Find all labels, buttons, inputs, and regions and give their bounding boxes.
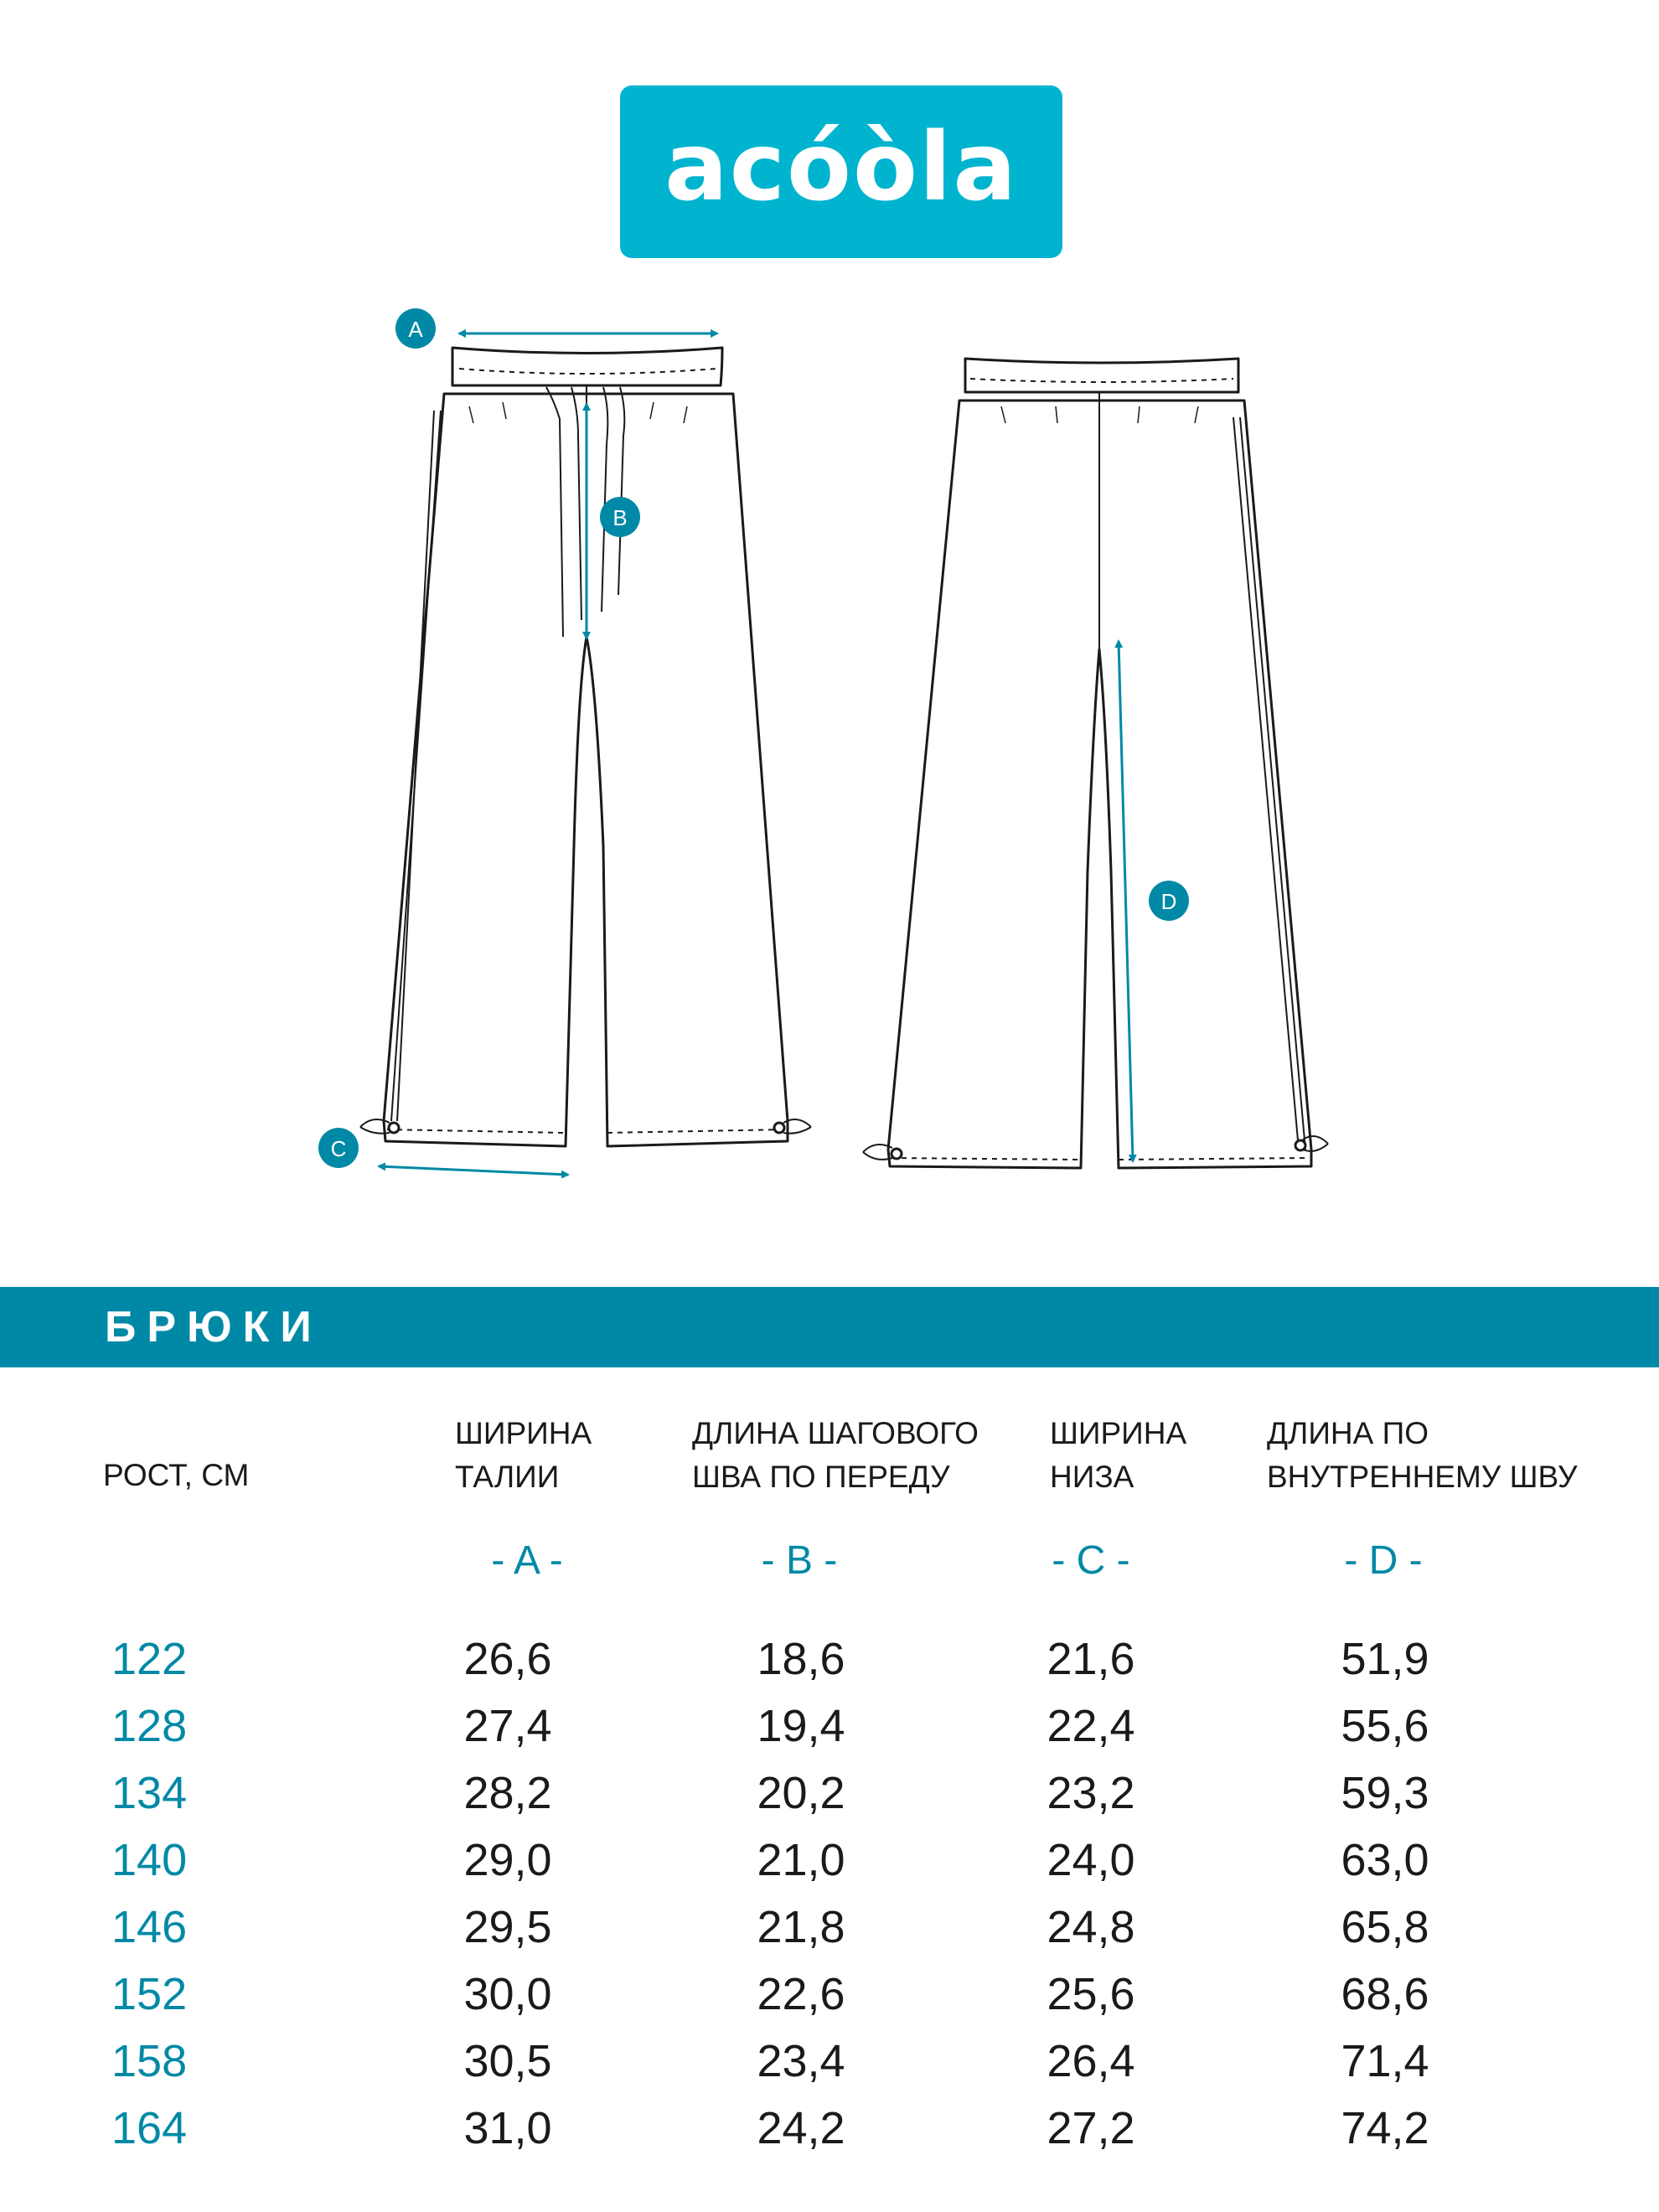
table-cell: 21,6 — [1047, 1634, 1135, 1684]
column-header-b: ДЛИНА ШАГОВОГО ШВА ПО ПЕРЕДУ — [692, 1416, 979, 1494]
table-cell: 55,6 — [1341, 1701, 1429, 1751]
marker-b — [600, 497, 640, 537]
table-cell: 24,2 — [757, 2103, 845, 2153]
column-letter-b: - B - — [761, 1538, 838, 1583]
brand-logo-text: acóòla — [664, 113, 1018, 222]
table-cell: 31,0 — [463, 2103, 552, 2153]
table-cell: 26,4 — [1047, 2036, 1135, 2086]
column-letter-c: - C - — [1052, 1538, 1130, 1583]
table-cell: 20,2 — [757, 1768, 845, 1818]
table-cell: 22,4 — [1047, 1701, 1135, 1751]
table-row-size: 146 — [111, 1902, 188, 1952]
table-cell: 29,5 — [463, 1902, 552, 1952]
table-cell: 19,4 — [757, 1701, 845, 1751]
column-header-d: ДЛИНА ПО ВНУТРЕННЕМУ ШВУ — [1267, 1416, 1578, 1494]
table-cell: 24,0 — [1047, 1835, 1135, 1885]
table-row-size: 134 — [111, 1768, 188, 1818]
size-column-header: РОСТ, СМ — [103, 1458, 250, 1492]
table-cell: 23,2 — [1047, 1768, 1135, 1818]
table-cell: 25,6 — [1047, 1969, 1135, 2019]
marker-a — [395, 308, 436, 349]
table-row-size: 122 — [111, 1634, 188, 1684]
marker-a-label: A — [408, 317, 423, 342]
table-cell: 22,6 — [757, 1969, 845, 2019]
column-header-a: ШИРИНА ТАЛИИ — [455, 1416, 592, 1494]
table-cell: 26,6 — [463, 1634, 552, 1684]
marker-b-label: B — [612, 505, 628, 530]
table-cell: 30,5 — [463, 2036, 552, 2086]
table-row-size: 140 — [111, 1835, 188, 1885]
marker-d-label: D — [1160, 889, 1177, 914]
product-title-band — [0, 1287, 1659, 1367]
marker-c-label: C — [330, 1136, 347, 1161]
table-row-size: 128 — [111, 1701, 188, 1751]
measure-c-line — [379, 1166, 568, 1175]
back-view-drawing — [863, 359, 1328, 1168]
column-letter-a: - A - — [491, 1538, 563, 1583]
table-row-size: 152 — [111, 1969, 188, 2019]
column-header-c: ШИРИНА НИЗА — [1050, 1416, 1187, 1494]
table-cell: 27,4 — [463, 1701, 552, 1751]
table-cell: 74,2 — [1341, 2103, 1429, 2153]
table-cell: 59,3 — [1341, 1768, 1429, 1818]
table-cell: 28,2 — [463, 1768, 552, 1818]
table-row-size: 158 — [111, 2036, 188, 2086]
table-cell: 71,4 — [1341, 2036, 1429, 2086]
table-cell: 18,6 — [757, 1634, 845, 1684]
table-cell: 24,8 — [1047, 1902, 1135, 1952]
column-letter-d: - D - — [1344, 1538, 1423, 1583]
table-cell: 29,0 — [463, 1835, 552, 1885]
marker-d — [1149, 881, 1189, 921]
table-cell: 68,6 — [1341, 1969, 1429, 2019]
table-cell: 27,2 — [1047, 2103, 1135, 2153]
table-cell: 51,9 — [1341, 1634, 1429, 1684]
product-title: БРЮКИ — [105, 1303, 323, 1351]
marker-c — [318, 1128, 359, 1168]
table-cell: 65,8 — [1341, 1902, 1429, 1952]
table-cell: 21,0 — [757, 1835, 845, 1885]
table-row-size: 164 — [111, 2103, 188, 2153]
table-cell: 21,8 — [757, 1902, 845, 1952]
table-cell: 63,0 — [1341, 1835, 1429, 1885]
table-cell: 30,0 — [463, 1969, 552, 2019]
table-cell: 23,4 — [757, 2036, 845, 2086]
